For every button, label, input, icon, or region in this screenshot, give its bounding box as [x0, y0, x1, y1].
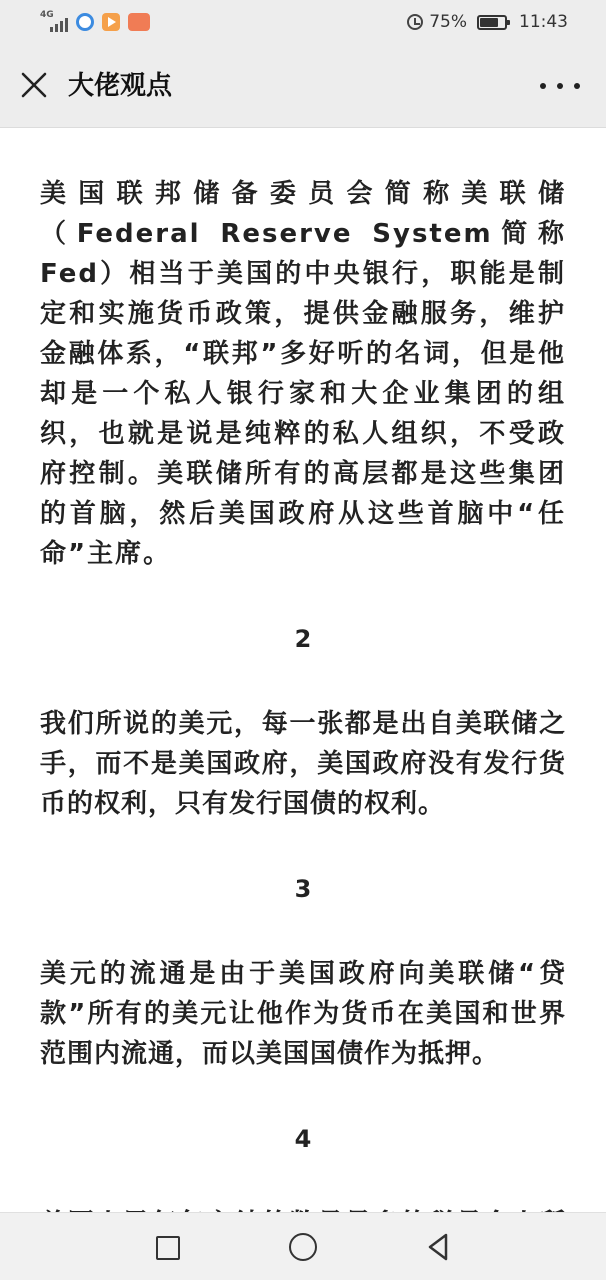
browser-app-icon	[76, 13, 94, 31]
section-number-3: 3	[294, 875, 312, 903]
news-app-icon	[128, 13, 150, 31]
alarm-icon	[407, 14, 423, 30]
article-paragraph-2: 我们所说的美元，每一张都是出自美联储之手，而不是美国政府，美国政府没有发行货币的权利，只有发行国债的权利。	[40, 709, 566, 819]
clock: 11:43	[519, 12, 568, 32]
network-type: 4G	[40, 10, 54, 20]
status-left	[40, 12, 150, 32]
article-paragraph-1: 美国联邦储备委员会简称美联储（Federal Reserve System简称Fed）相当于美国的中央银行，职能是制定和实施货币政策，提供金融服务，维护金融体系，“联邦”多好听的名词，但是他却是一个私人银行家和大企业集团的组织，也就是说是纯粹的私人组织，不受政府控制。美联储所有的高层都是这些集团的首脑，然后美国政府从这些首脑中“任命”主席。	[40, 179, 566, 569]
nav-header	[0, 46, 606, 128]
video-app-icon	[102, 13, 120, 31]
section-number-2: 2	[294, 625, 312, 653]
signal-icon	[40, 12, 68, 32]
article-paragraph-3: 美元的流通是由于美国政府向美联储“贷款”所有的美元让他作为货币在美国和世界范围内流通，而以美国国债作为抵押。	[40, 959, 566, 1069]
system-nav-bar	[0, 1212, 606, 1280]
recent-apps-icon[interactable]	[156, 1236, 180, 1260]
home-icon[interactable]	[289, 1233, 317, 1261]
status-right	[407, 12, 568, 32]
back-icon	[424, 1231, 452, 1263]
status-bar	[0, 0, 606, 46]
battery-icon	[477, 15, 507, 30]
section-number-4: 4	[294, 1125, 312, 1153]
article-body	[40, 174, 566, 1284]
battery-percent: 75%	[429, 12, 467, 32]
page-title: 大佬观点	[68, 71, 173, 101]
more-button[interactable]	[540, 72, 580, 100]
battery-level	[480, 18, 498, 27]
more-dots-icon	[540, 83, 546, 89]
back-button[interactable]	[424, 1231, 452, 1263]
close-button[interactable]	[14, 65, 54, 105]
close-icon	[14, 65, 54, 105]
